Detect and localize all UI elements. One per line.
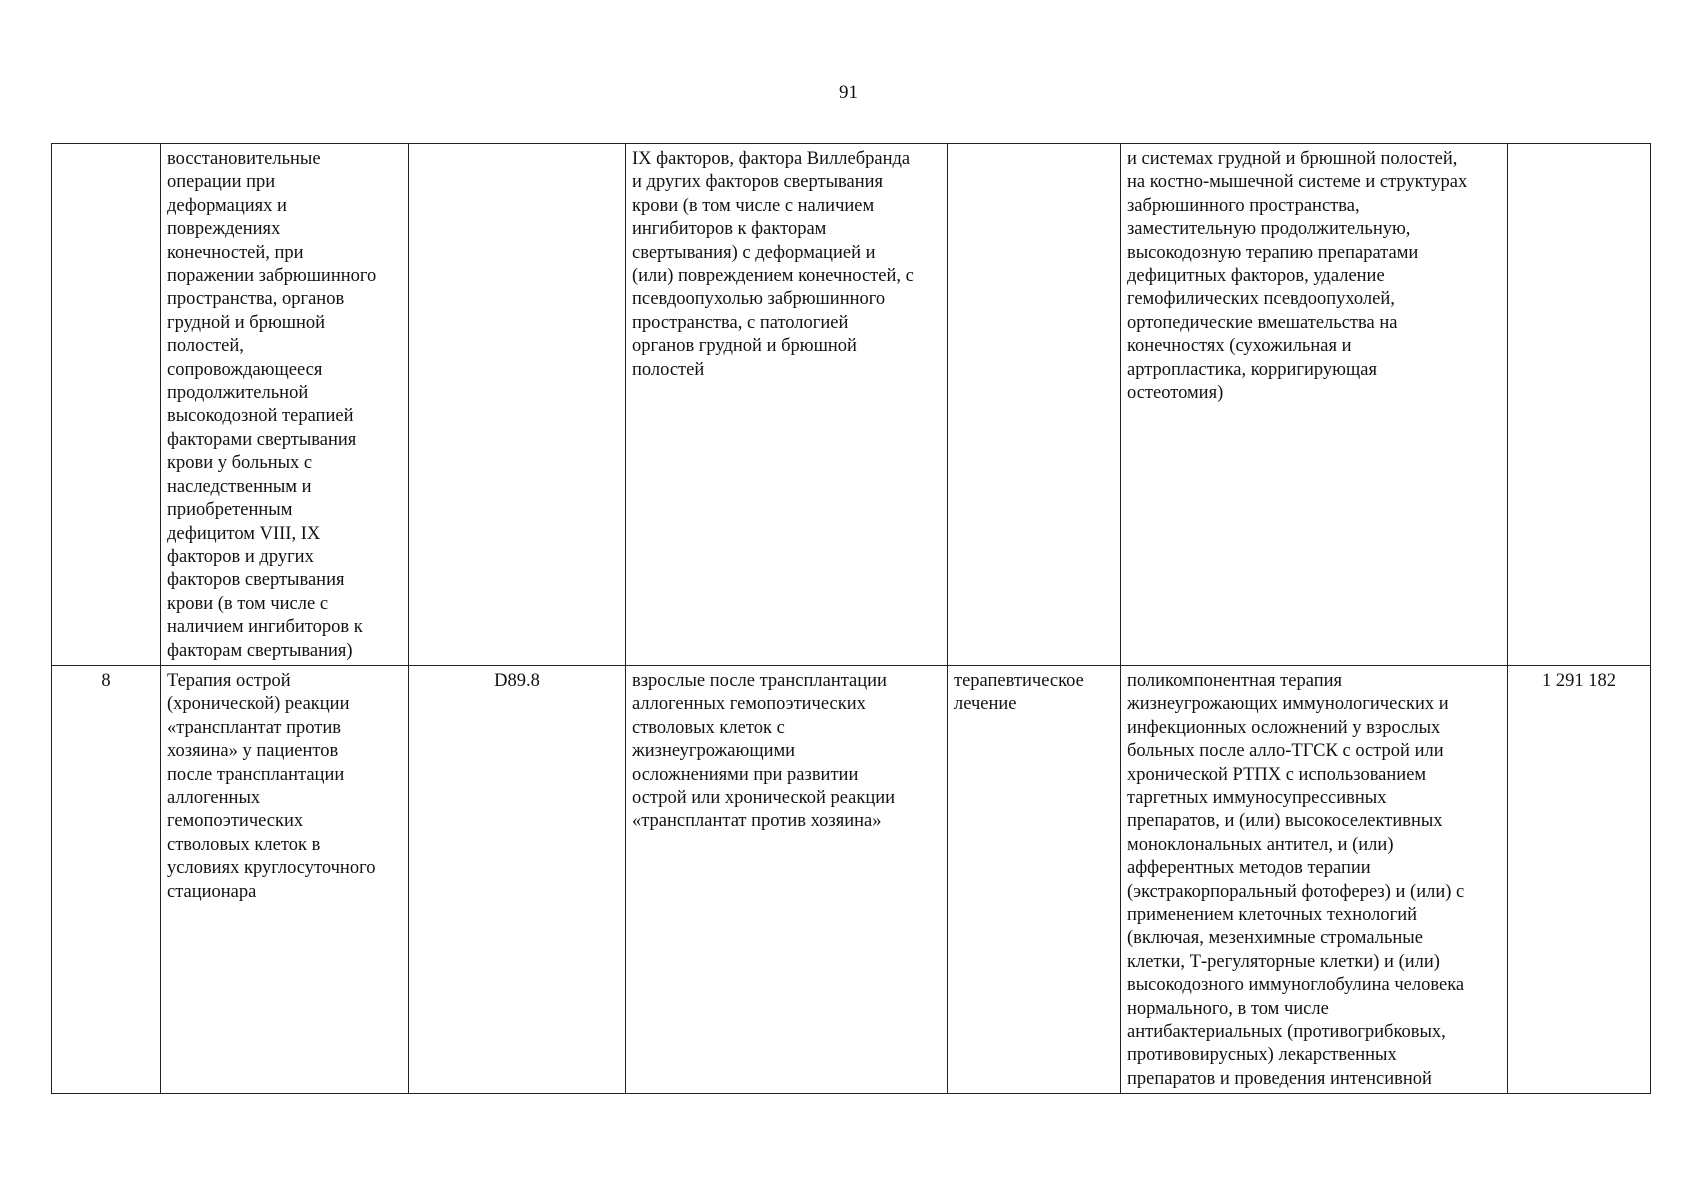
page-number: 91 — [839, 82, 858, 103]
treatment-type-cell: терапевтическое лечение — [948, 665, 1121, 1093]
care-name-cell: Терапия острой (хронической) реакции «трансплантат против хозяина» у пациентов после трансплантации аллогенных гемопоэтических стволовых клеток в условиях круглосуточного стационара — [161, 665, 409, 1093]
table-row — [52, 144, 1651, 666]
row-number-cell — [52, 144, 161, 666]
icd-code-cell — [409, 144, 626, 666]
row-number-cell: 8 — [52, 665, 161, 1093]
icd-code-cell: D89.8 — [409, 665, 626, 1093]
treatment-method-cell: поликомпонентная терапия жизнеугрожающих иммунологических и инфекционных осложнений у взрослых больных после алло-ТГСК с острой или хронической РТПХ с использованием таргетных иммуносупрессивных препаратов, и (или) высокоселективных моноклональных антител, и (или) афферентных методов терапии (экстракорпоральный фотоферез) и (или) с применением клеточных технологий (включая, мезенхимные стромальные клетки, Т-регуляторные клетки) и (или) высокодозного иммуноглобулина человека нормального, в том числе антибактериальных (противогрибковых, противовирусных) лекарственных препаратов и проведения интенсивной — [1121, 665, 1508, 1093]
medical-care-table — [51, 143, 1651, 1094]
care-name-cell: восстановительные операции при деформациях и повреждениях конечностей, при поражении забрюшинного пространства, органов грудной и брюшной полостей, сопровождающееся продолжительной высокодозной терапией факторами свертывания крови у больных с наследственным и приобретенным дефицитом VIII, IX факторов и других факторов свертывания крови (в том числе с наличием ингибиторов к факторам свертывания) — [161, 144, 409, 666]
patient-model-cell: IX факторов, фактора Виллебранда и других факторов свертывания крови (в том числе с наличием ингибиторов к факторам свертывания) с деформацией и (или) повреждением конечностей, с псевдоопухолью забрюшинного пространства, с патологией органов грудной и брюшной полостей — [626, 144, 948, 666]
table-row — [52, 665, 1651, 1093]
cost-cell — [1508, 144, 1651, 666]
patient-model-cell: взрослые после трансплантации аллогенных гемопоэтических стволовых клеток с жизнеугрожающими осложнениями при развитии острой или хронической реакции «трансплантат против хозяина» — [626, 665, 948, 1093]
cost-cell: 1 291 182 — [1508, 665, 1651, 1093]
treatment-type-cell — [948, 144, 1121, 666]
treatment-method-cell: и системах грудной и брюшной полостей, на костно-мышечной системе и структурах забрюшинного пространства, заместительную продолжительную, высокодозную терапию препаратами дефицитных факторов, удаление гемофилических псевдоопухолей, ортопедические вмешательства на конечностях (сухожильная и артропластика, корригирующая остеотомия) — [1121, 144, 1508, 666]
